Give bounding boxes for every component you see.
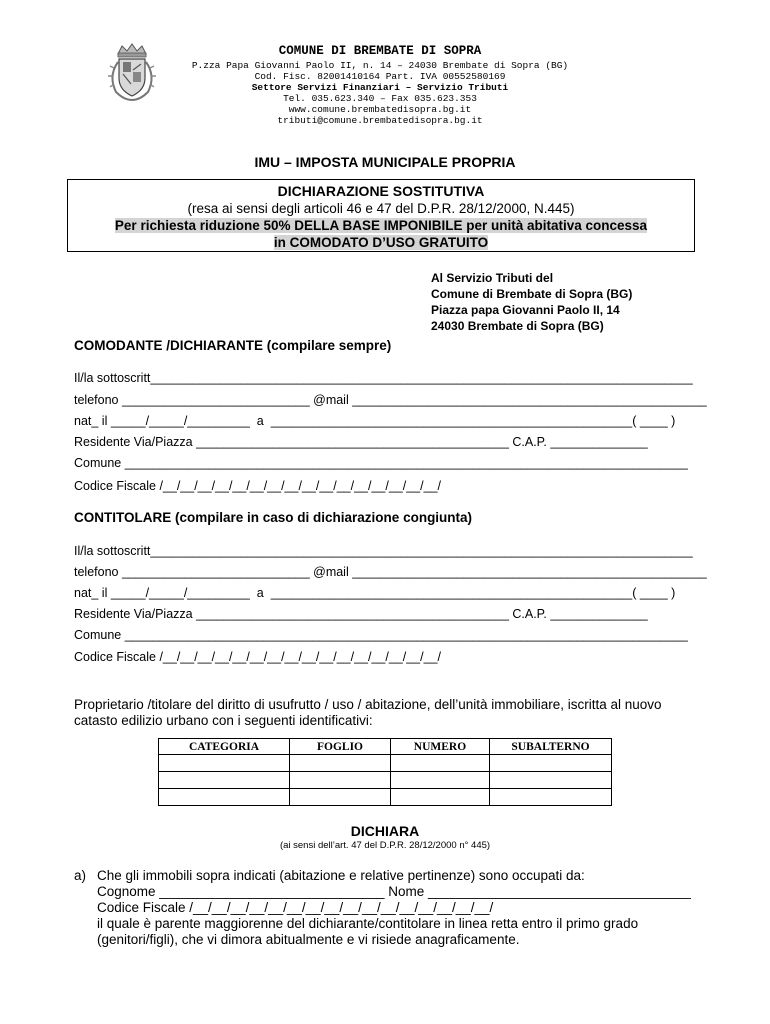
contitolare-phone-email-field[interactable]: telefono ___________________________ @mail ___________________________________________________ xyxy=(74,565,707,579)
comodante-heading: COMODANTE /DICHIARANTE (compilare sempre) xyxy=(74,338,392,353)
recipient-line: Comune di Brembate di Sopra (BG) xyxy=(431,287,633,301)
item-a-relationship: il quale è parente maggiorenne del dichiarante/contitolare in linea retta entro il primo grado xyxy=(97,916,639,931)
comodante-name-field[interactable]: Il/la sottoscritt______________________________________________________________________________ xyxy=(74,371,693,385)
table-cell[interactable] xyxy=(290,789,391,806)
recipient-line: Al Servizio Tributi del xyxy=(431,271,554,285)
email-link[interactable]: tributi@comune.brembatedisopra.bg.it xyxy=(277,115,483,126)
table-cell[interactable] xyxy=(159,772,290,789)
table-cell[interactable] xyxy=(159,789,290,806)
contitolare-tax-code-field[interactable]: Codice Fiscale /__/__/__/__/__/__/__/__/__/__/__/__/__/__/__/__/ xyxy=(74,650,441,664)
contitolare-heading: CONTITOLARE (compilare in caso di dichiarazione congiunta) xyxy=(74,510,473,525)
table-cell[interactable] xyxy=(159,755,290,772)
municipality-address: P.zza Papa Giovanni Paolo II, n. 14 – 24030 Brembate di Sopra (BG) xyxy=(191,60,569,71)
page-title: IMU – IMPOSTA MUNICIPALE PROPRIA xyxy=(254,154,516,170)
table-cell[interactable] xyxy=(490,772,612,789)
column-header-subalterno: SUBALTERNO xyxy=(490,739,612,755)
item-a-statement: Che gli immobili sopra indicati (abitazione e relative pertinenze) sono occupati da: xyxy=(97,868,585,883)
website-link[interactable]: www.comune.brembatedisopra.bg.it xyxy=(288,104,472,115)
declaration-subheading: (resa ai sensi degli articoli 46 e 47 del D.P.R. 28/12/2000, N.445) xyxy=(187,201,575,216)
table-row xyxy=(159,755,612,772)
reduction-highlight: Per richiesta riduzione 50% DELLA BASE IMPONIBILE per unità abitativa concessa xyxy=(114,218,648,233)
occupant-tax-code-field[interactable]: Codice Fiscale /__/__/__/__/__/__/__/__/__/__/__/__/__/__/__/__/ xyxy=(97,900,494,915)
dichiara-heading: DICHIARA xyxy=(350,823,420,839)
column-header-numero: NUMERO xyxy=(391,739,490,755)
recipient-line: Piazza papa Giovanni Paolo II, 14 xyxy=(431,303,620,317)
recipient-address xyxy=(431,270,632,334)
contitolare-birth-field[interactable]: nat_ il _____/_____/_________ a ____________________________________________________( ____ ) xyxy=(74,586,676,600)
declaration-heading: DICHIARAZIONE SOSTITUTIVA xyxy=(277,183,485,199)
comodante-phone-email-field[interactable]: telefono ___________________________ @mail ___________________________________________________ xyxy=(74,393,707,407)
table-row xyxy=(159,772,612,789)
municipal-coat-of-arms xyxy=(104,42,160,106)
phone-fax: Tel. 035.623.340 – Fax 035.623.353 xyxy=(283,93,477,104)
table-cell[interactable] xyxy=(490,789,612,806)
comodante-birth-field[interactable]: nat_ il _____/_____/_________ a ____________________________________________________( ____ ) xyxy=(74,414,676,428)
comodante-residence-field[interactable]: Residente Via/Piazza _____________________________________________ C.A.P. ______________ xyxy=(74,435,648,449)
office-name: Settore Servizi Finanziari – Servizio Tributi xyxy=(251,82,509,93)
table-cell[interactable] xyxy=(490,755,612,772)
column-header-categoria: CATEGORIA xyxy=(159,739,290,755)
contitolare-name-field[interactable]: Il/la sottoscritt______________________________________________________________________________ xyxy=(74,544,693,558)
dichiara-subheading: (ai sensi dell’art. 47 del D.P.R. 28/12/2000 n° 445) xyxy=(279,840,491,851)
comodante-tax-code-field[interactable]: Codice Fiscale /__/__/__/__/__/__/__/__/__/__/__/__/__/__/__/__/ xyxy=(74,479,441,493)
item-a-residence: (genitori/figli), che vi dimora abitualmente e vi risiede anagraficamente. xyxy=(97,932,520,947)
owner-statement-line: catasto edilizio urbano con i seguenti identificativi: xyxy=(74,713,373,728)
contitolare-residence-field[interactable]: Residente Via/Piazza _____________________________________________ C.A.P. ______________ xyxy=(74,607,648,621)
occupant-name-field[interactable]: Cognome ______________________________ Nome ___________________________________ xyxy=(97,884,691,899)
contitolare-comune-field[interactable]: Comune _________________________________________________________________________________ xyxy=(74,628,688,642)
comodante-comune-field[interactable]: Comune _________________________________________________________________________________ xyxy=(74,456,688,470)
table-cell[interactable] xyxy=(290,772,391,789)
column-header-foglio: FOGLIO xyxy=(290,739,391,755)
table-cell[interactable] xyxy=(391,755,490,772)
comodato-highlight: in COMODATO D’USO GRATUITO xyxy=(273,235,489,250)
table-row xyxy=(159,789,612,806)
table-cell[interactable] xyxy=(391,789,490,806)
recipient-line: 24030 Brembate di Sopra (BG) xyxy=(431,319,604,333)
owner-statement-line: Proprietario /titolare del diritto di usufrutto / uso / abitazione, dell’unità immobiliare, iscritta al nuovo xyxy=(74,697,662,712)
item-a-body xyxy=(97,868,691,948)
owner-statement xyxy=(74,697,662,729)
fiscal-codes: Cod. Fisc. 82001410164 Part. IVA 00552580169 xyxy=(254,71,506,82)
item-a-marker: a) xyxy=(74,868,87,883)
table-cell[interactable] xyxy=(391,772,490,789)
municipality-name: COMUNE DI BREMBATE DI SOPRA xyxy=(278,44,482,58)
declaration-box xyxy=(67,179,695,252)
cadastral-table xyxy=(158,738,612,806)
table-cell[interactable] xyxy=(290,755,391,772)
